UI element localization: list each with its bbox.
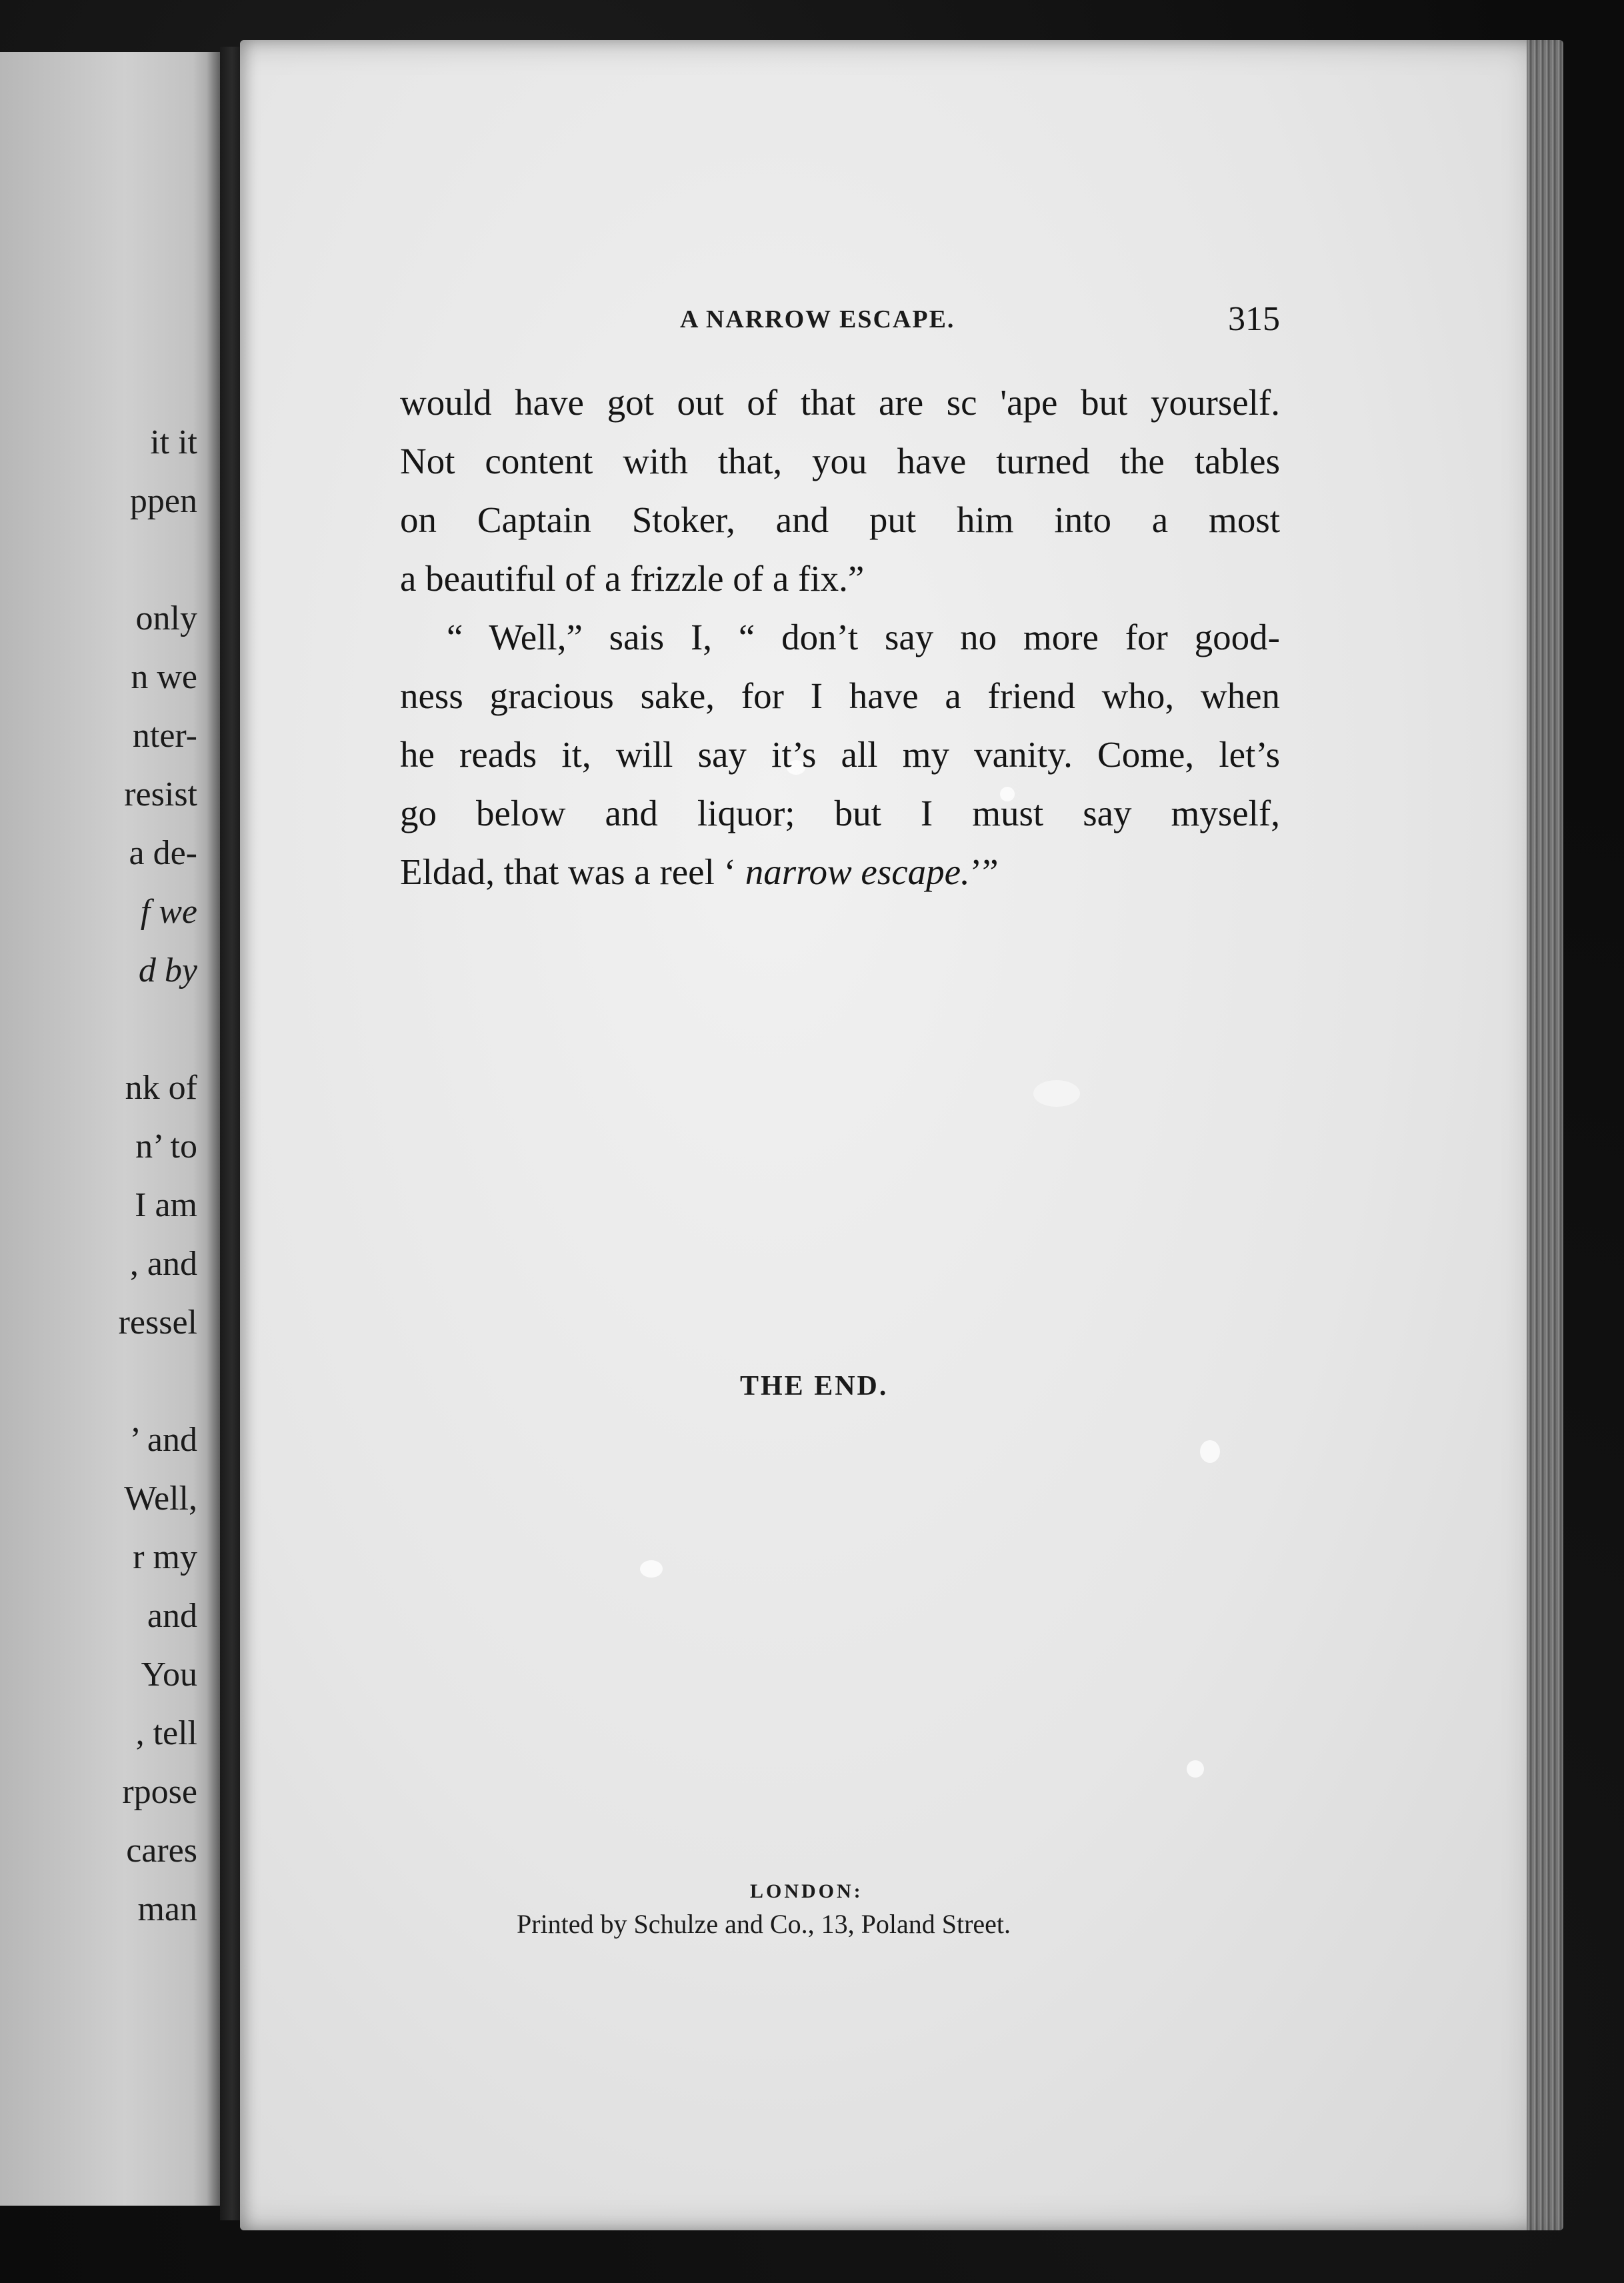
- left-fragment: it it: [150, 423, 197, 461]
- left-fragment: r my: [133, 1538, 197, 1576]
- left-fragment: n we: [131, 658, 197, 696]
- text-line: Not content with that, you have turned the tables: [400, 441, 1280, 481]
- left-fragment: , and: [129, 1245, 197, 1283]
- right-page: [240, 40, 1563, 2230]
- dust-speck: [1200, 1440, 1220, 1463]
- page-edges: [1527, 40, 1563, 2230]
- running-header: [680, 300, 1280, 345]
- the-end-heading: THE END.: [740, 1371, 889, 1402]
- final-line-end: ’”: [969, 851, 999, 892]
- text-line: “ Well,” sais I, “ don’t say no more for good-: [447, 617, 1280, 657]
- left-fragment: nk of: [125, 1069, 197, 1107]
- left-fragment: and: [147, 1597, 197, 1635]
- text-line: on Captain Stoker, and put him into a most: [400, 499, 1280, 540]
- final-line-italic: narrow escape.: [745, 851, 970, 892]
- dust-speck: [640, 1560, 663, 1578]
- left-fragment: nter-: [132, 717, 197, 755]
- page-number: 315: [1228, 300, 1280, 338]
- text-line-final: [400, 843, 1280, 901]
- left-fragment: rpose: [122, 1773, 197, 1811]
- left-fragment: Well,: [124, 1480, 197, 1518]
- text-line: a beautiful of a frizzle of a fix.”: [400, 558, 865, 599]
- paragraph: [400, 608, 1280, 901]
- left-fragment: d by: [138, 951, 197, 989]
- text-line: ness gracious sake, for I have a friend who, when: [400, 675, 1280, 716]
- paragraph: [400, 373, 1280, 608]
- imprint-city: LONDON:: [750, 1880, 863, 1902]
- running-title: A NARROW ESCAPE.: [680, 305, 955, 333]
- body-text: [400, 373, 1280, 901]
- text-line: he reads it, will say it’s all my vanity. Come, let’s: [400, 734, 1280, 775]
- dust-speck: [1187, 1760, 1204, 1778]
- left-fragment: n’ to: [135, 1127, 197, 1166]
- text-line: go below and liquor; but I must say myself,: [400, 793, 1280, 833]
- left-fragment: You: [141, 1656, 197, 1694]
- left-fragment: ppen: [129, 482, 197, 520]
- left-facing-page: [0, 52, 227, 2206]
- left-fragment: man: [137, 1890, 197, 1928]
- left-fragment: resist: [124, 775, 197, 813]
- final-line-start: Eldad, that was a reel ‘: [400, 851, 745, 892]
- left-fragment: ressel: [118, 1304, 197, 1342]
- text-line: would have got out of that are sc 'ape but yourself.: [400, 382, 1280, 423]
- left-fragment: f we: [140, 893, 197, 931]
- left-fragment: only: [135, 599, 197, 637]
- left-fragment: a de-: [129, 834, 197, 872]
- left-fragment: cares: [126, 1832, 197, 1870]
- left-fragment: I am: [135, 1186, 197, 1224]
- imprint-printer: Printed by Schulze and Co., 13, Poland Street.: [517, 1909, 1011, 1939]
- dust-speck: [1033, 1080, 1080, 1107]
- left-fragment: , tell: [135, 1714, 197, 1752]
- left-fragment: ’ and: [129, 1421, 197, 1459]
